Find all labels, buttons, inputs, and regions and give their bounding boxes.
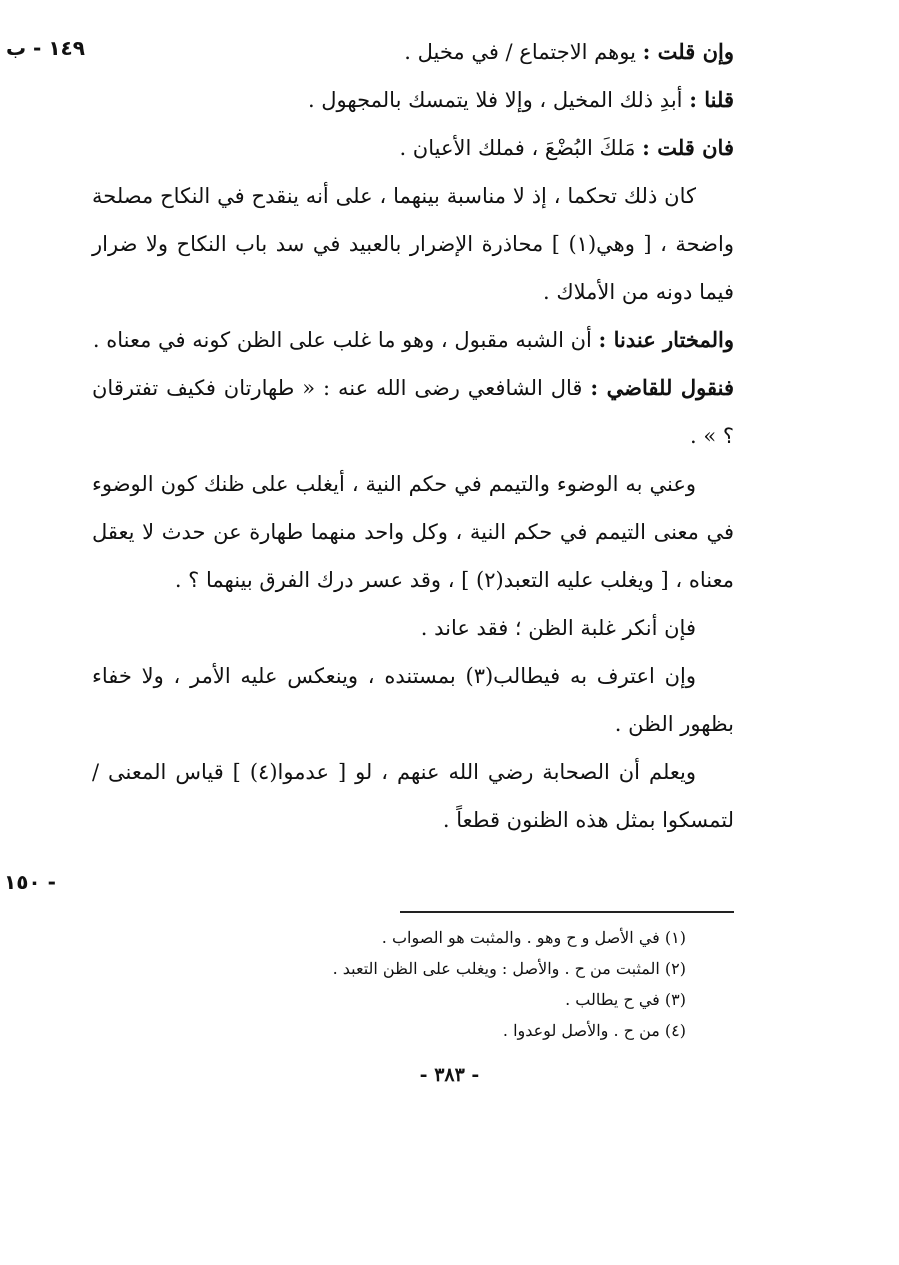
paragraph-9 <box>92 652 734 748</box>
footnote-divider <box>400 911 734 913</box>
page-number: - ٣٨٣ - <box>419 1064 480 1086</box>
paragraph-3 <box>92 124 734 172</box>
paragraph-text: أن الشبه مقبول ، وهو ما غلب على الظن كونه في معناه . <box>92 328 599 352</box>
paragraph-text: وعني به الوضوء والتيمم في حكم النية ، أيغلب على ظنك كون الوضوء في معنى التيمم في حكم النية ، وكل واحد منهما طهارة عن حدث لا يعقل معناه ، [ ويغلب عليه التعبد(٢) ] ، وقد عسر درك الفرق بينهما ؟ . <box>92 472 734 592</box>
folio-marker-150: - ١٥٠ <box>4 870 56 894</box>
footnotes <box>200 922 686 1046</box>
paragraph-text: أبدِ ذلك المخيل ، وإلا فلا يتمسك بالمجهول . <box>307 88 690 112</box>
paragraph-text: قال الشافعي رضى الله عنه : « طهارتان فكيف تفترقان ؟ » . <box>92 376 734 448</box>
paragraph-10 <box>92 748 734 844</box>
paragraph-1 <box>92 28 734 76</box>
paragraph-text: يوهم الاجتماع / في مخيل . <box>404 40 643 64</box>
paragraph-7 <box>92 460 734 604</box>
paragraph-keyword: قلنا : <box>689 87 734 112</box>
paragraph-keyword: وإن قلت : <box>642 39 734 64</box>
paragraph-text: كان ذلك تحكما ، إذ لا مناسبة بينهما ، على أنه ينقدح في النكاح مصلحة واضحة ، [ وهي(١) ] محاذرة الإضرار بالعبيد في سد باب النكاح ولا ضرار فيما دونه من الأملاك . <box>92 184 734 304</box>
footnote-3: (٣) في ح يطالب . <box>565 990 686 1009</box>
paragraph-text: فإن أنكر غلبة الظن ؛ فقد عاند . <box>420 616 696 640</box>
paragraph-5 <box>92 316 734 364</box>
paragraph-6 <box>92 364 734 460</box>
paragraph-keyword: فنقول للقاضي : <box>590 375 735 400</box>
paragraph-keyword: فان قلت : <box>642 135 734 160</box>
paragraph-text: وإن اعترف به فيطالب(٣) بمستنده ، وينعكس عليه الأمر ، ولا خفاء بظهور الظن . <box>92 664 734 736</box>
footnote-2: (٢) المثبت من ح . والأصل : ويغلب على الظن التعبد . <box>332 959 686 978</box>
paragraph-keyword: والمختار عندنا : <box>598 327 734 352</box>
footnote-4: (٤) من ح . والأصل لوعدوا . <box>502 1021 686 1040</box>
main-text <box>92 28 734 844</box>
folio-marker-149b: ١٤٩ - ب <box>6 36 85 60</box>
paragraph-text: مَلكَ البُضْعَ ، فملك الأعيان . <box>399 136 643 160</box>
paragraph-2 <box>92 76 734 124</box>
footnote-1: (١) في الأصل و ح وهو . والمثبت هو الصواب . <box>381 928 686 947</box>
paragraph-4 <box>92 172 734 316</box>
paragraph-text: ويعلم أن الصحابة رضي الله عنهم ، لو [ عدموا(٤) ] قياس المعنى / لتمسكوا بمثل هذه الظنون قطعاً . <box>92 760 734 832</box>
paragraph-8 <box>92 604 734 652</box>
